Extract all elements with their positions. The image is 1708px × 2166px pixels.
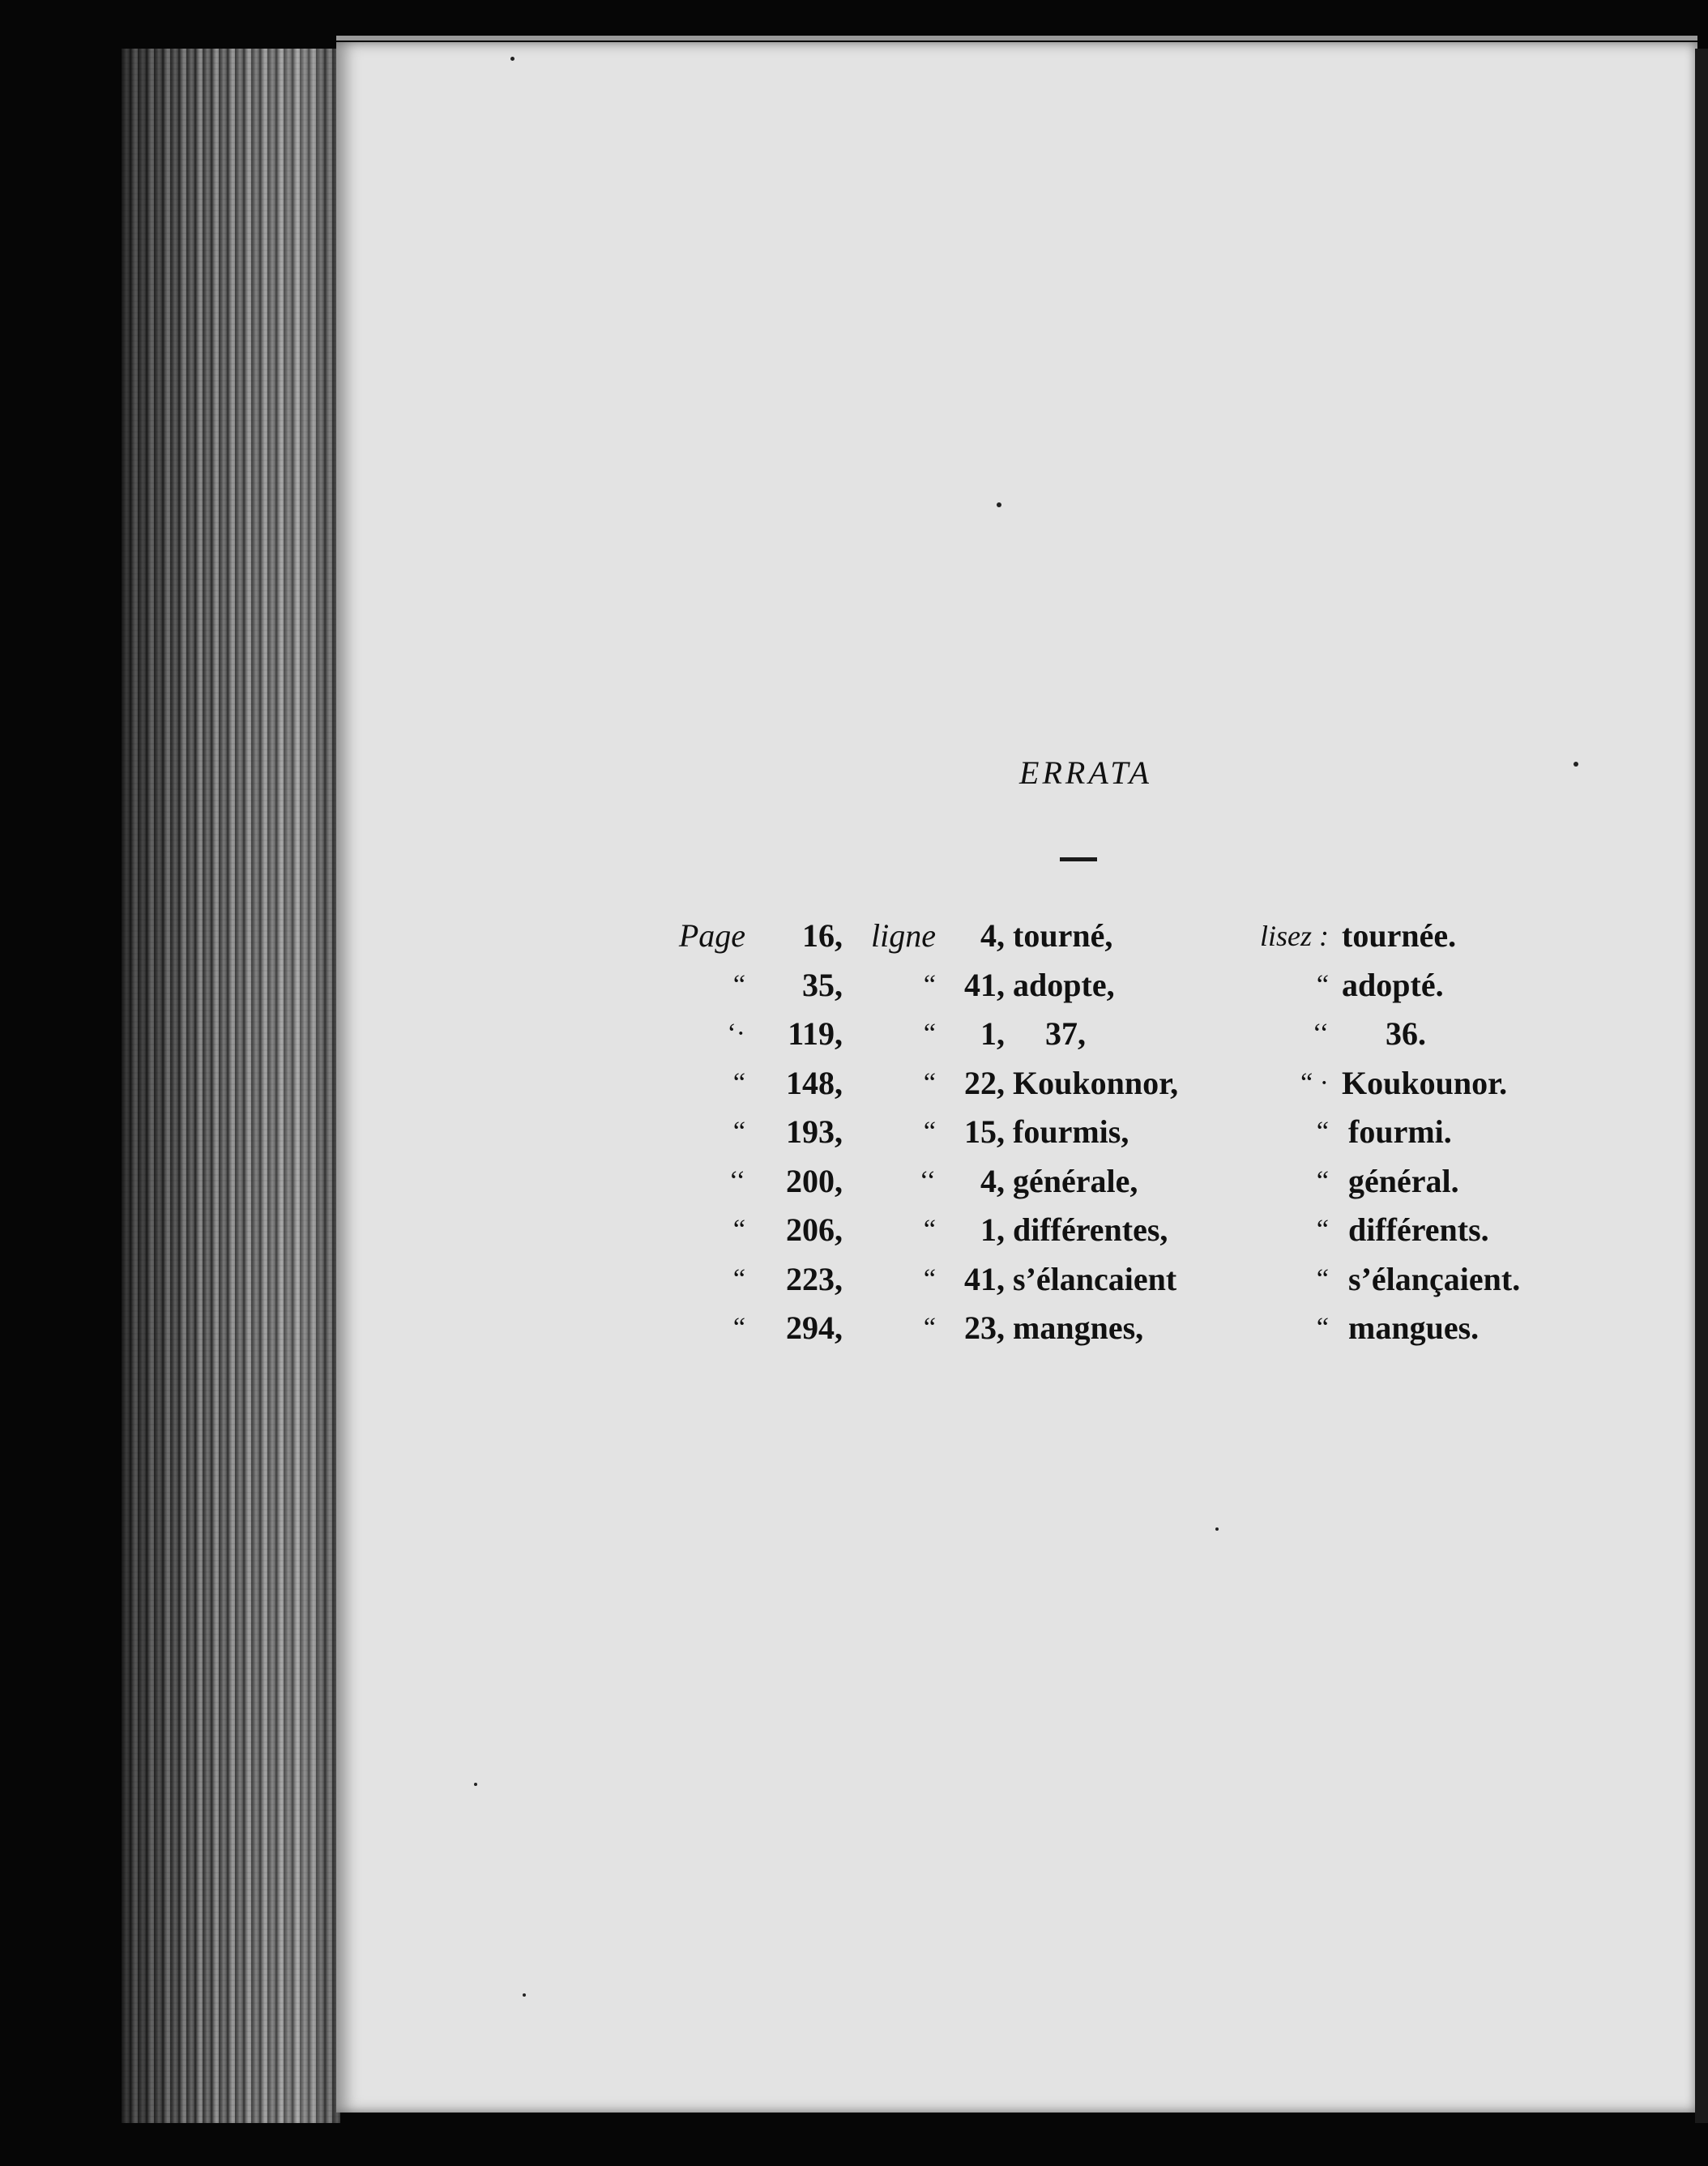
page-number: 119, [788, 1015, 843, 1053]
page-title: ERRATA [1019, 754, 1152, 791]
corrected-text: général. [1348, 1162, 1459, 1199]
dust-speck [510, 57, 515, 61]
ditto-mark: “ [732, 969, 745, 1000]
dust-speck [997, 502, 1001, 507]
ditto-mark: “ [923, 1263, 936, 1294]
corrected-text: tournée. [1342, 917, 1457, 955]
ditto-mark: “ [923, 1117, 936, 1147]
table-row [656, 1010, 1620, 1059]
errata-table-body [656, 912, 1620, 1353]
ditto-mark: “ · [1300, 1067, 1329, 1098]
ditto-mark: “ [1316, 969, 1329, 1000]
dust-speck [1215, 1527, 1219, 1531]
page-number: 35, [802, 966, 843, 1003]
ditto-mark: “ [1316, 1263, 1329, 1294]
table-row [656, 1108, 1620, 1157]
corrected-text: adopté. [1342, 966, 1444, 1003]
page-number: 200, [786, 1162, 843, 1199]
ditto-mark: “ [732, 1117, 745, 1147]
table-row [656, 961, 1620, 1010]
table-row [656, 1206, 1620, 1255]
erroneous-text: tourné, [1013, 917, 1113, 955]
ditto-mark: ‘‘ [1312, 1019, 1329, 1049]
erroneous-text: adopte, [1013, 966, 1115, 1003]
line-number: 23, [964, 1309, 1005, 1347]
page-number: 193, [786, 1113, 843, 1151]
line-number: 15, [964, 1113, 1005, 1151]
line-number: 41, [964, 1260, 1005, 1297]
book-page-edges [122, 49, 340, 2123]
ditto-mark: “ [1316, 1165, 1329, 1196]
table-row [656, 1157, 1620, 1207]
corrected-text: fourmi. [1348, 1113, 1452, 1151]
ditto-mark: “ [732, 1215, 745, 1245]
erroneous-text: Koukonnor, [1013, 1064, 1179, 1101]
line-label: ligne [871, 917, 936, 955]
line-number: 4, [980, 1162, 1005, 1199]
dust-speck [474, 1783, 477, 1786]
table-row [656, 1304, 1620, 1353]
line-number: 4, [980, 917, 1005, 955]
ditto-mark: “ [923, 1019, 936, 1049]
read-label: lisez : [1260, 920, 1329, 953]
errata-table [656, 912, 1620, 1353]
table-row [656, 1255, 1620, 1305]
erroneous-text: s’élancaient [1013, 1260, 1177, 1297]
ditto-mark: “ [1316, 1313, 1329, 1344]
page-number: 16, [802, 917, 843, 955]
ditto-mark: “ [923, 1067, 936, 1098]
corrected-text: 36. [1386, 1015, 1426, 1053]
line-number: 1, [980, 1015, 1005, 1053]
title-rule [1060, 857, 1097, 861]
page-label: Page [678, 917, 745, 955]
page-number: 148, [786, 1064, 843, 1101]
line-number: 22, [964, 1064, 1005, 1101]
ditto-mark: “ [732, 1067, 745, 1098]
corrected-text: s’élançaient. [1348, 1260, 1521, 1297]
ditto-mark: “ [732, 1263, 745, 1294]
ditto-mark: “ [732, 1313, 745, 1344]
table-row [656, 1059, 1620, 1109]
corrected-text: mangues. [1348, 1309, 1480, 1347]
corrected-text: différents. [1348, 1211, 1489, 1249]
line-number: 1, [980, 1211, 1005, 1249]
ditto-mark: “ [923, 969, 936, 1000]
ditto-mark: “ [1316, 1117, 1329, 1147]
ditto-mark: ‘‘ [919, 1165, 936, 1196]
dust-speck [1573, 762, 1578, 767]
page-number: 206, [786, 1211, 843, 1249]
ditto-mark: “ [1316, 1215, 1329, 1245]
ditto-mark: ‘· [727, 1019, 745, 1049]
page-top-edge [336, 36, 1697, 41]
erroneous-text: 37, [1045, 1015, 1086, 1053]
erroneous-text: différentes, [1013, 1211, 1168, 1249]
right-margin-strip [1695, 49, 1708, 2123]
erroneous-text: générale, [1013, 1162, 1138, 1199]
erroneous-text: mangnes, [1013, 1309, 1144, 1347]
ditto-mark: “ [923, 1215, 936, 1245]
page-number: 223, [786, 1260, 843, 1297]
erroneous-text: fourmis, [1013, 1113, 1129, 1151]
line-number: 41, [964, 966, 1005, 1003]
corrected-text: Koukounor. [1342, 1064, 1508, 1101]
ditto-mark: ‘‘ [728, 1165, 745, 1196]
page-number: 294, [786, 1309, 843, 1347]
ditto-mark: “ [923, 1313, 936, 1344]
table-row [656, 912, 1620, 961]
dust-speck [523, 1993, 526, 1997]
